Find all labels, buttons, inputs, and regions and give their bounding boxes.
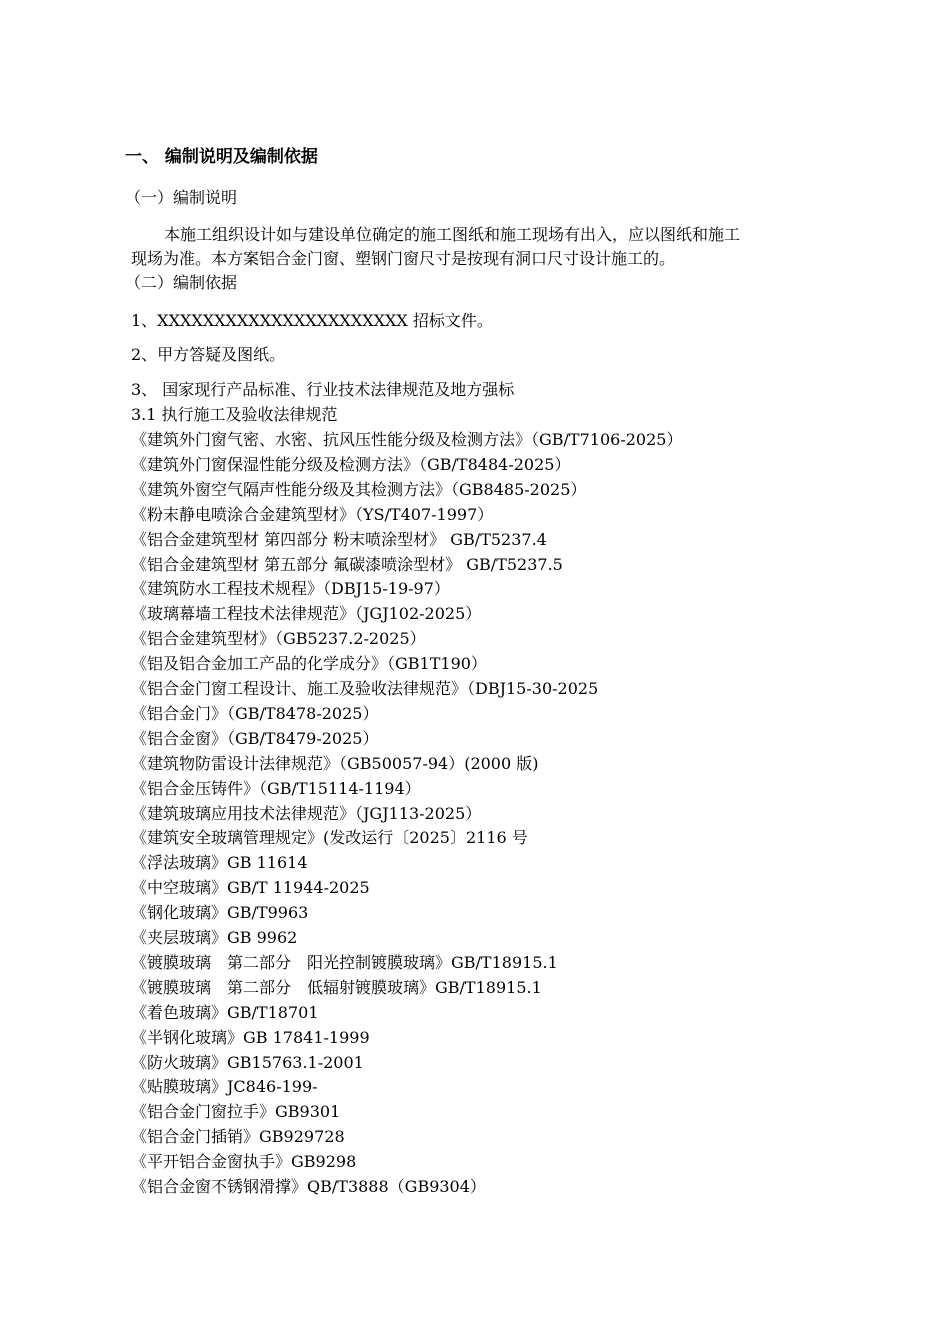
basis-item-3-1: 3.1 执行施工及验收法律规范 bbox=[131, 405, 338, 424]
standard-item: 《建筑防水工程技术规程》（DBJ15-19-97） bbox=[131, 579, 450, 599]
standard-item: 《浮法玻璃》GB 11614 bbox=[131, 853, 308, 873]
standard-item: 《镀膜玻璃 第二部分 低辐射镀膜玻璃》GB/T18915.1 bbox=[131, 977, 542, 997]
paragraph-line-1: 本施工组织设计如与建设单位确定的施工图纸和施工现场有出入，应以图纸和施工 bbox=[164, 225, 741, 244]
standard-item: 《建筑外门窗气密、水密、抗风压性能分级及检测方法》（GB/T7106-2025） bbox=[131, 430, 683, 449]
standard-item: 《粉末静电喷涂合金建筑型材》（YS/T407-1997） bbox=[131, 504, 494, 524]
standard-item: 《铝合金门插销》GB929728 bbox=[131, 1127, 345, 1147]
standard-item: 《着色玻璃》GB/T18701 bbox=[131, 1002, 319, 1022]
standard-item: 《中空玻璃》GB/T 11944-2025 bbox=[131, 878, 370, 898]
standard-item: 《玻璃幕墙工程技术法律规范》（JGJ102-2025） bbox=[131, 604, 482, 624]
standard-item: 《铝合金建筑型材 第四部分 粉末喷涂型材》 GB/T5237.4 bbox=[131, 529, 547, 549]
standard-item: 《建筑外窗空气隔声性能分级及其检测方法》（GB8485-2025） bbox=[131, 479, 587, 499]
standard-item: 《平开铝合金窗执手》GB9298 bbox=[131, 1152, 357, 1172]
standard-item: 《建筑物防雷设计法律规范》（GB50057-94）(2000 版) bbox=[131, 753, 539, 773]
standard-item: 《建筑玻璃应用技术法律规范》（JGJ113-2025） bbox=[131, 803, 482, 823]
standard-item: 《建筑安全玻璃管理规定》(发改运行〔2025〕2116 号 bbox=[131, 828, 528, 848]
standard-item: 《镀膜玻璃 第二部分 阳光控制镀膜玻璃》GB/T18915.1 bbox=[131, 952, 558, 972]
subsection-title-explanation: （一）编制说明 bbox=[125, 188, 238, 207]
standard-item: 《铝合金建筑型材》（GB5237.2-2025） bbox=[131, 629, 426, 649]
standard-item: 《铝合金压铸件》（GB/T15114-1194） bbox=[131, 778, 421, 798]
standard-item: 《贴膜玻璃》JC846-199- bbox=[131, 1077, 318, 1097]
standard-item: 《防火玻璃》GB15763.1-2001 bbox=[131, 1052, 364, 1072]
standard-item: 《建筑外门窗保湿性能分级及检测方法》（GB/T8484-2025） bbox=[131, 454, 571, 474]
subsection-title-basis: （二）编制依据 bbox=[125, 273, 238, 292]
standard-item: 《铝合金建筑型材 第五部分 氟碳漆喷涂型材》 GB/T5237.5 bbox=[131, 554, 563, 574]
standard-item: 《铝及铝合金加工产品的化学成分》（GB1T190） bbox=[131, 654, 487, 674]
paragraph-line-2: 现场为准。本方案铝合金门窗、塑钢门窗尺寸是按现有洞口尺寸设计施工的。 bbox=[131, 249, 676, 268]
standard-item: 《铝合金门窗工程设计、施工及验收法律规范》（DBJ15-30-2025 bbox=[131, 679, 599, 698]
basis-item-1: 1、XXXXXXXXXXXXXXXXXXXXXX 招标文件。 bbox=[131, 311, 493, 330]
section-heading: 一、 编制说明及编制依据 bbox=[125, 147, 318, 167]
standard-item: 《半钢化玻璃》GB 17841-1999 bbox=[131, 1027, 370, 1047]
standard-item: 《铝合金窗不锈钢滑撑》QB/T3888（GB9304） bbox=[131, 1177, 486, 1196]
standard-item: 《钢化玻璃》GB/T9963 bbox=[131, 903, 309, 923]
standard-item: 《铝合金窗》（GB/T8479-2025） bbox=[131, 728, 379, 748]
standard-item: 《铝合金门窗拉手》GB9301 bbox=[131, 1102, 341, 1122]
basis-item-2: 2、甲方答疑及图纸。 bbox=[131, 345, 286, 364]
basis-item-3: 3、 国家现行产品标准、行业技术法律规范及地方强标 bbox=[131, 380, 515, 399]
standard-item: 《夹层玻璃》GB 9962 bbox=[131, 928, 298, 947]
standard-item: 《铝合金门》（GB/T8478-2025） bbox=[131, 703, 379, 723]
